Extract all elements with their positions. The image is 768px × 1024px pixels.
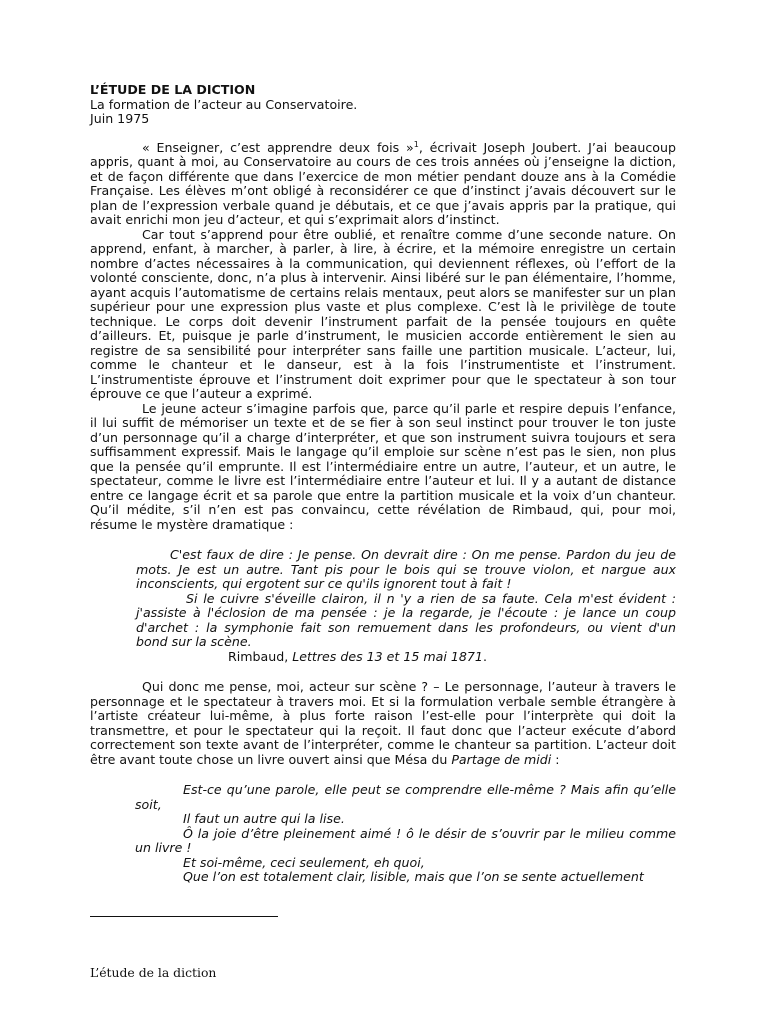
joubert-quote: « Enseigner, c’est apprendre deux fois » [142, 139, 414, 155]
citation-work: Lettres des 13 et 15 mai 1871 [292, 648, 483, 664]
paragraph-1 [90, 141, 676, 228]
document-subtitle: La formation de l’acteur au Conservatoire. [90, 96, 358, 112]
rimbaud-quote-line-1: C'est faux de dire : Je pense. On devrait dire : On me pense. Pardon du jeu de mots. Je est un autre. Tant pis pour le bois qui se trouve violon, et nargue aux inconscients, qui ergotent sur ce qu'ils ignorent tout à fait ! [136, 547, 676, 591]
claudel-line: Ô la joie d’être pleinement aimé ! ô le désir de s’ouvrir par le milieu comme un livre ! [135, 825, 676, 855]
footnote-marker: 1 [413, 139, 419, 149]
paragraph-3: Le jeune acteur s’imagine parfois que, parce qu’il parle et respire depuis l’enfance, il lui suffit de mémoriser un texte et de se fier à son seul instinct pour trouver le ton juste d’un personnage qu’il a charge d’interpréter, et que son instrument suivra toujours et sera suffisamment expressif. Mais le langage qu’il emploie sur scène n’est pas le sien, non plus que la pensée qu’il emprunte. Il est l’intermédiaire entre un autre, l’auteur, et un autre, le spectateur, comme le livre est l’intermédiaire entre l’auteur et lui. Il y a autant de distance entre ce langage écrit et sa parole que entre la partition musicale et la voix d’un chanteur. Qu’il médite, s’il n’en est pas convaincu, cette révélation de Rimbaud, qui, pour moi, résume le mystère dramatique : [90, 400, 676, 532]
citation-author: Rimbaud, [228, 648, 293, 664]
paragraph-4 [90, 680, 676, 767]
rimbaud-citation [136, 650, 676, 665]
paragraph-4-end: : [551, 751, 560, 767]
document-page [90, 83, 676, 885]
claudel-line: Il faut un autre qui la lise. [183, 811, 345, 826]
footnote-separator [90, 916, 278, 917]
rimbaud-quote [90, 548, 676, 664]
page-footer: L’étude de la diction [90, 965, 217, 980]
rimbaud-quote-line-2: Si le cuivre s'éveille clairon, il n 'y a rien de sa faute. Cela m'est évident : j'assiste à l'éclosion de ma pensée : je la regarde, je l'écoute : je lance un coup d'archet : la symphonie fait son remuement dans les profondeurs, ou vient d'un bond sur la scène. [136, 590, 676, 649]
citation-end: . [482, 648, 487, 664]
claudel-line: Et soi-même, ceci seulement, eh quoi, [183, 854, 425, 870]
paragraph-4-text: Qui donc me pense, moi, acteur sur scène ? – Le personnage, l’auteur à travers le personnage et le spectateur à travers moi. Et si la formulation verbale semble étrangère à l’artiste créateur lui-même, à plus forte raison l’est-elle pour l’interprète qui doit la transmettre, et pour le spectateur qui la reçoit. Il faut donc que l’acteur exécute d’abord correctement son texte avant de l’interpréter, comme le chanteur sa partition. L’acteur doit être avant toute chose un livre ouvert ainsi que Mésa du [90, 679, 676, 767]
paragraph-1-text: , écrivait Joseph Joubert. J’ai beaucoup appris, quant à moi, au Conservatoire au cours de ces trois années où j’enseigne la diction, et de façon différente que dans l’exercice de mon métier pendant douze ans à la Comédie Française. Les élèves m’ont obligé à reconsidérer ce que d’instinct j’avais découvert sur le plan de l’expression verbale quand je débutais, et ce que j’avais appris par la pratique, qui avait enrichi mon jeu d’acteur, et qui s’exprimait alors d’instinct. [90, 139, 676, 227]
claudel-line: Est-ce qu’une parole, elle peut se comprendre elle-même ? Mais afin qu’elle soit, [135, 782, 676, 812]
claudel-quote [90, 783, 676, 885]
paragraph-2: Car tout s’apprend pour être oublié, et renaître comme d’une seconde nature. On apprend, enfant, à marcher, à parler, à lire, à écrire, et la mémoire enregistre un certain nombre d’actes nécessaires à la communication, qui deviennent réflexes, où l’effort de la volonté consciente, donc, n’a plus à intervenir. Ainsi libéré sur le pan élémentaire, l’homme, ayant acquis l’automatisme de certains relais mentaux, peut alors se manifester sur un plan supérieur pour une expression plus vaste et plus complexe. C’est là le privilège de toute technique. Le corps doit devenir l’instrument parfait de la pensée toujours en quête d’ailleurs. Et, puisque je parle d’instrument, le musicien accorde entièrement le sien au registre de sa sensibilité pour interpréter sans faille une partition musicale. L’acteur, lui, comme le chanteur et le danseur, est à la fois l’instrumentiste et l’instrument. L’instrumentiste éprouve et l’instrument doit exprimer pour que le spectateur à son tour éprouve ce que l’auteur a exprimé. [90, 226, 676, 401]
partage-de-midi-title: Partage de midi [451, 751, 552, 767]
claudel-line: Que l’on est totalement clair, lisible, mais que l’on se sente actuellement [183, 869, 644, 884]
document-date: Juin 1975 [90, 111, 150, 126]
document-title: L’ÉTUDE DE LA DICTION [90, 82, 256, 97]
